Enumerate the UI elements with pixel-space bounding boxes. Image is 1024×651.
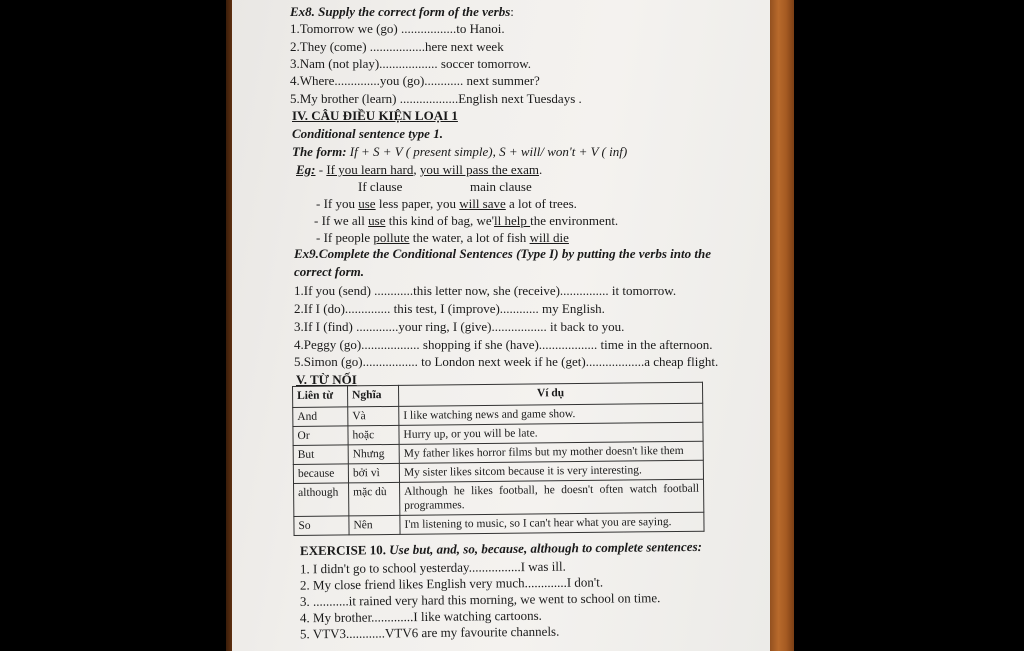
ex10-item-4: 4. My brother.............I like watching cartoons. [299, 607, 542, 626]
cell-meaning: bởi vì [348, 463, 399, 483]
eg-comma: , [413, 162, 420, 177]
cell-meaning: mặc dù [349, 482, 400, 516]
header-conjunction: Liên từ [293, 386, 348, 408]
table-row [294, 512, 704, 535]
ex10-item-2: 2. My close friend likes English very much.............I don't. [299, 574, 604, 593]
main-clause-label: main clause [470, 179, 532, 194]
cell-conjunction: But [293, 445, 348, 465]
ex-a-4: will save [459, 196, 506, 211]
table-row [294, 479, 704, 516]
cell-meaning: hoặc [348, 425, 399, 445]
eg-dash: - [315, 162, 327, 177]
ex9-title-line2: correct form. [294, 264, 365, 279]
ex8-title [290, 4, 514, 20]
header-example: Ví dụ [398, 382, 702, 406]
ex9-title-line1: Ex9.Complete the Conditional Sentences (Type I) by putting the verbs into the [294, 246, 711, 261]
cell-meaning: Nên [349, 515, 400, 535]
if-clause-example: If you learn hard [326, 162, 414, 177]
example-line [296, 162, 542, 178]
ex-b-2: use [368, 213, 386, 228]
main-clause-example: you will pass the exam [419, 162, 539, 177]
ex-b-4: ll help [493, 213, 531, 228]
section4-subtitle: Conditional sentence type 1. [292, 126, 443, 141]
ex8-item-5: 5.My brother (learn) ..................English next Tuesdays . [290, 91, 582, 106]
cell-example: I'm listening to music, so I can't hear what you are saying. [400, 512, 704, 534]
cell-example: Although he likes football, he doesn't often watch football programmes. [400, 479, 704, 515]
cell-example: I like watching news and game show. [399, 403, 703, 425]
ex10-item-1: 1. I didn't go to school yesterday................I was ill. [299, 558, 566, 577]
ex8-title-text: Ex8. Supply the correct form of the verbs [290, 4, 511, 19]
ex-b-5: the environment. [530, 213, 619, 228]
cell-conjunction: And [293, 407, 348, 427]
ex9-item-4: 4.Peggy (go).................. shopping if she (have).................. time in the afternoon. [294, 337, 713, 352]
ex-b-3: this kind of bag, we' [385, 213, 494, 228]
ex10-title-bold: EXERCISE 10. [299, 542, 387, 559]
ex-c-2: pollute [373, 230, 410, 245]
example-a [316, 196, 577, 212]
ex10-title [300, 539, 702, 559]
example-c [316, 230, 569, 246]
ex9-item-3: 3.If I (find) .............your ring, I (give)................. it back to you. [294, 319, 625, 334]
ex-c-4: will die [529, 230, 569, 245]
cell-meaning: Và [348, 406, 399, 426]
eg-label: Eg: [296, 162, 316, 177]
cell-conjunction: although [294, 483, 349, 517]
if-clause-label: If clause [358, 179, 403, 194]
ex8-item-2: 2.They (come) .................here next week [290, 39, 504, 54]
ex-a-1: - If you [316, 196, 359, 211]
conditional-form [292, 144, 627, 160]
ex-a-2: use [358, 196, 376, 211]
section4-heading: IV. CÂU ĐIỀU KIỆN LOẠI 1 [292, 108, 458, 123]
ex9-item-1: 1.If you (send) ............this letter now, she (receive)............... it tomorrow. [294, 283, 677, 298]
cell-meaning: Nhưng [348, 444, 399, 464]
worksheet-page [232, 0, 770, 651]
ex10-item-5: 5. VTV3............VTV6 are my favourite channels. [299, 623, 560, 642]
ex8-item-3: 3.Nam (not play).................. soccer tomorrow. [290, 56, 532, 71]
cell-conjunction: Or [293, 426, 348, 446]
form-text: If + S + V ( present simple), S + will/ won't + V ( inf) [346, 144, 628, 159]
conjunction-table [292, 382, 705, 536]
cell-example: My father likes horror films but my mother doesn't like them [399, 441, 703, 463]
desk-edge-right [768, 0, 794, 651]
ex10-title-italic: Use but, and, so, because, although to complete sentences: [385, 538, 702, 558]
ex8-item-1: 1.Tomorrow we (go) .................to Hanoi. [290, 21, 505, 36]
ex-c-1: - If people [316, 230, 374, 245]
ex-c-3: the water, a lot of fish [409, 230, 530, 245]
ex-a-3: less paper, you [375, 196, 460, 211]
cell-example: My sister likes sitcom because it is very interesting. [399, 460, 703, 482]
ex8-item-4: 4.Where..............you (go)............ next summer? [290, 73, 540, 88]
form-label: The form: [292, 144, 347, 159]
cell-conjunction: So [294, 516, 349, 536]
ex9-item-5: 5.Simon (go)................. to London next week if he (get)..................a cheap flight. [294, 354, 719, 369]
cell-example: Hurry up, or you will be late. [399, 422, 703, 444]
ex10-item-3: 3. ...........it rained very hard this morning, we went to school on time. [299, 590, 661, 609]
eg-end: . [539, 162, 543, 177]
example-b [314, 213, 618, 229]
section5-heading: V. TỪ NỐI [296, 372, 357, 387]
ex-b-1: - If we all [314, 213, 369, 228]
cell-conjunction: because [293, 464, 348, 484]
header-meaning: Nghĩa [348, 385, 399, 407]
ex-a-5: a lot of trees. [505, 196, 577, 211]
ex8-title-colon: : [510, 4, 514, 19]
ex9-item-2: 2.If I (do).............. this test, I (improve)............ my English. [294, 301, 605, 316]
